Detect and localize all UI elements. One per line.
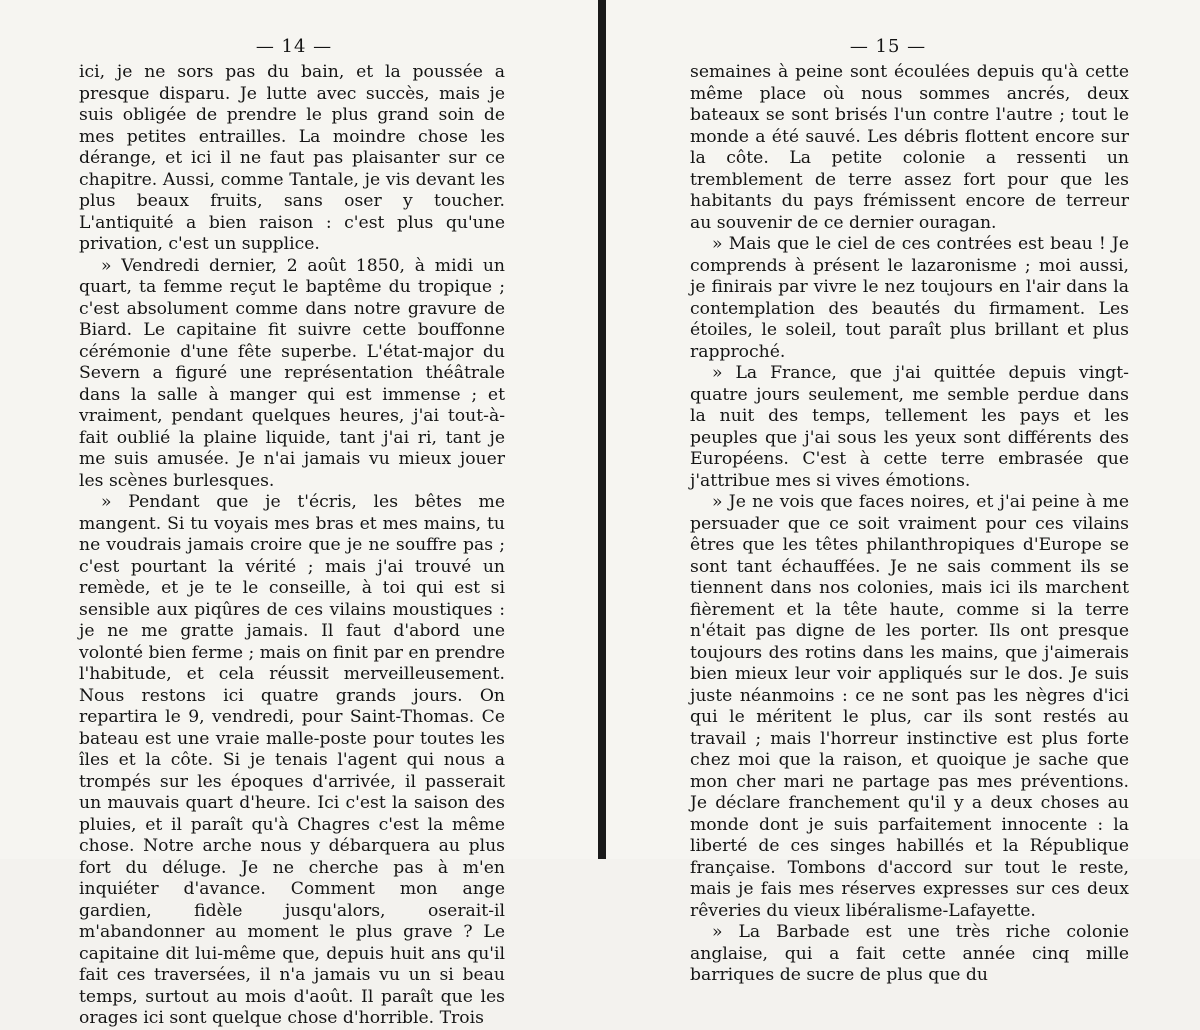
book-gutter: [598, 0, 606, 859]
paragraph: » Vendredi dernier, 2 août 1850, à midi un quart, ta femme reçut le baptême du tropique ; c'est absolument comme dans notre gravure de Biard. Le capitaine fit suivre cette bouffonne cérémonie d'une fête superbe. L'état-major du Severn a figuré une représentation théâtrale dans la salle à manger qui est immense ; et vraiment, pendant quelques heures, j'ai tout-à-fait oublié la plaine liquide, tant j'ai ri, tant je me suis amusée. Je n'ai jamais vu mieux jouer les scènes burlesques.: [79, 255, 505, 491]
page-body: [79, 62, 505, 1030]
left-page: [0, 0, 598, 1028]
paragraph: » Pendant que je t'écris, les bêtes me mangent. Si tu voyais mes bras et mes mains, tu ne voudrais jamais croire que je ne souffre pas ; c'est pourtant la vérité ; mais j'ai trouvé un remède, et je te le conseille, à toi qui est si sensible aux piqûres de ces vilains moustiques : je ne me gratte jamais. Il faut d'abord une volonté bien ferme ; mais on finit par en prendre l'habitude, et cela réussit merveilleusement. Nous restons ici quatre grands jours. On repartira le 9, vendredi, pour Saint-Thomas. Ce bateau est une vraie malle-poste pour toutes les îles et la côte. Si je tenais l'agent qui nous a trompés sur les époques d'arrivée, il passerait un mauvais quart d'heure. Ici c'est la saison des pluies, et il paraît qu'à Chagres c'est la même chose. Notre arche nous y débarquera au plus fort du déluge. Je ne cherche pas à m'en inquiéter d'avance. Comment mon ange gardien, fidèle jusqu'alors, oserait-il m'abandonner au moment le plus grave ? Le capitaine dit lui-même que, depuis huit ans qu'il fait ces traversées, il n'a jamais vu un si beau temps, surtout au mois d'août. Il paraît que les orages ici sont quelque chose d'horrible. Trois: [79, 492, 505, 1028]
paragraph: » La France, que j'ai quittée depuis vingt-quatre jours seulement, me semble perdue dans la nuit des temps, tellement les pays et les peuples que j'ai sous les yeux sont différents des Européens. C'est à cette terre embrasée que j'attribue mes si vives émotions.: [690, 363, 1129, 491]
paragraph: ici, je ne sors pas du bain, et la poussée a presque disparu. Je lutte avec succès, mais je suis obligée de prendre le plus grand soin de mes petites entrailles. La moindre chose les dérange, et ici il ne faut pas plaisanter sur ce chapitre. Aussi, comme Tantale, je vis devant les plus beaux fruits, sans oser y toucher. L'antiquité a bien raison : c'est plus qu'une privation, c'est un supplice.: [79, 62, 505, 254]
paragraph: » Mais que le ciel de ces contrées est beau ! Je comprends à présent le lazaronisme ; moi aussi, je finirais par vivre le nez toujours en l'air dans la contemplation des beautés du firmament. Les étoiles, le soleil, tout paraît plus brillant et plus rapproché.: [690, 234, 1129, 362]
right-page: [606, 0, 1200, 985]
paragraph: » La Barbade est une très riche colonie anglaise, qui a fait cette année cinq mille barriques de sucre de plus que du: [690, 922, 1129, 985]
page-body: [690, 62, 1129, 987]
paragraph: semaines à peine sont écoulées depuis qu'à cette même place où nous sommes ancrés, deux bateaux se sont brisés l'un contre l'autre ; tout le monde a été sauvé. Les débris flottent encore sur la côte. La petite colonie a ressenti un tremblement de terre assez fort pour que les habitants du pays frémissent encore de terreur au souvenir de ce dernier ouragan.: [690, 62, 1129, 233]
page-number: — 15 —: [849, 36, 927, 57]
page-number: — 14 —: [255, 36, 333, 57]
paragraph: » Je ne vois que faces noires, et j'ai peine à me persuader que ce soit vraiment pour ces vilains êtres que les têtes philanthropiques d'Europe se sont tant échauffées. Je ne sais comment ils se tiennent dans nos colonies, mais ici ils marchent fièrement et la tête haute, comme si la terre n'était pas digne de les porter. Ils ont presque toujours des rotins dans les mains, que j'aimerais bien mieux leur voir appliqués sur le dos. Je suis juste néanmoins : ce ne sont pas les nègres d'ici qui le méritent le plus, car ils sont restés au travail ; mais l'horreur instinctive est plus forte chez moi que la raison, et quoique je sache que mon cher mari ne partage pas mes préventions. Je déclare franchement qu'il y a deux choses au monde dont je suis parfaitement innocente : la liberté de ces singes habillés et la République française. Tombons d'accord sur tout le reste, mais je fais mes réserves expresses sur ces deux rêveries du vieux libéralisme-Lafayette.: [690, 492, 1129, 921]
